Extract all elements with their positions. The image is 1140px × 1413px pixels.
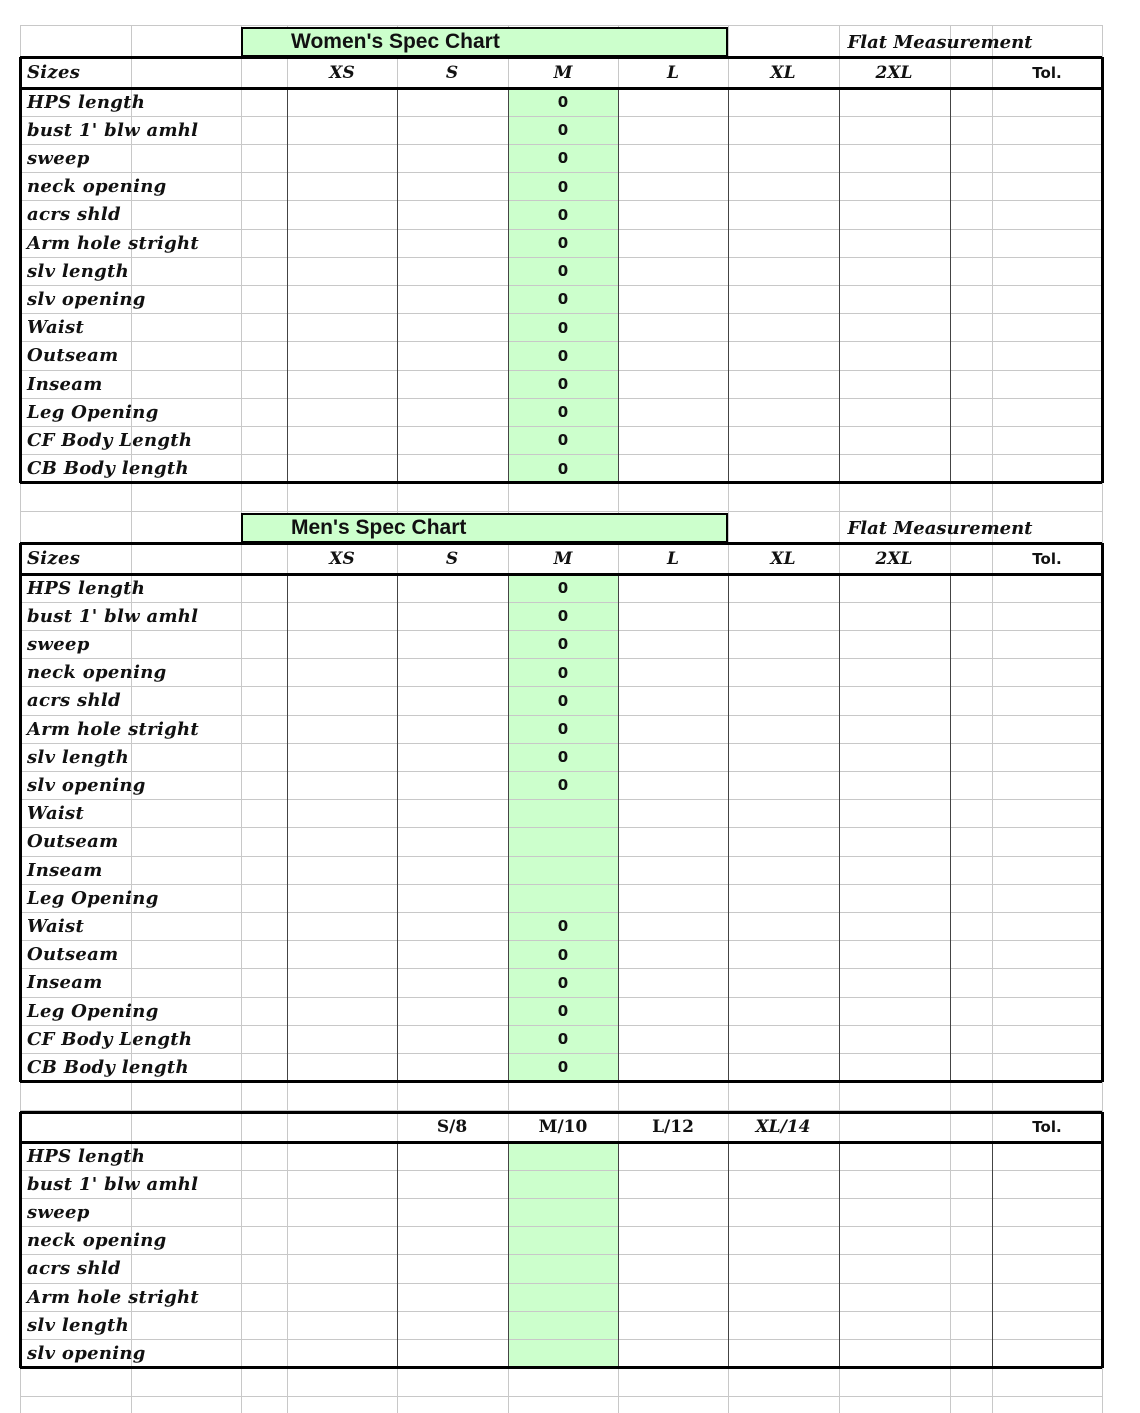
women-size-header: 2XL xyxy=(875,62,913,83)
gridline-horizontal xyxy=(20,1396,1102,1397)
men-size-header: M xyxy=(553,548,573,569)
men-m-value[interactable]: 0 xyxy=(557,607,569,626)
men-m-value[interactable]: 0 xyxy=(557,917,569,936)
women-m-value[interactable]: 0 xyxy=(557,346,569,365)
men-m-value[interactable] xyxy=(508,856,618,884)
kids-row-label: sweep xyxy=(27,1201,90,1223)
men-m-value[interactable]: 0 xyxy=(557,1058,569,1077)
kids-tol-header: Tol. xyxy=(1032,1118,1062,1136)
women-m-value[interactable]: 0 xyxy=(557,121,569,140)
women-row-label: HPS length xyxy=(27,91,146,113)
gridline-vertical xyxy=(992,88,993,483)
men-sizes-label: Sizes xyxy=(27,548,81,569)
women-size-header: S xyxy=(445,62,459,83)
men-row-label: Waist xyxy=(27,915,85,937)
women-size-header: XS xyxy=(329,62,355,83)
women-m-value[interactable]: 0 xyxy=(557,177,569,196)
men-m-value[interactable] xyxy=(508,800,618,828)
men-chart-title: Men's Spec Chart xyxy=(291,516,467,539)
women-row-label: slv length xyxy=(27,260,130,282)
kids-row-label: bust 1' blw amhl xyxy=(27,1173,199,1195)
gridline-vertical xyxy=(839,88,840,483)
kids-m-cell[interactable] xyxy=(508,1283,618,1311)
men-row-label: bust 1' blw amhl xyxy=(27,605,199,627)
kids-m-cell[interactable] xyxy=(508,1198,618,1226)
men-row-label: slv opening xyxy=(27,774,146,796)
women-row-label: Arm hole stright xyxy=(27,232,199,254)
men-row-label: slv length xyxy=(27,746,130,768)
men-size-header: XS xyxy=(329,548,355,569)
kids-row-label: slv length xyxy=(27,1314,130,1336)
men-size-header: XL xyxy=(770,548,796,569)
kids-row-label: slv opening xyxy=(27,1342,146,1364)
men-m-value[interactable] xyxy=(508,884,618,912)
women-row-label: CB Body length xyxy=(27,458,189,480)
men-row-label: acrs shld xyxy=(27,690,121,712)
kids-m-cell[interactable] xyxy=(508,1311,618,1339)
kids-row-label: HPS length xyxy=(27,1145,146,1167)
gridline-vertical xyxy=(241,25,242,1413)
women-row-label: neck opening xyxy=(27,176,167,198)
kids-m-cell[interactable] xyxy=(508,1339,618,1367)
men-row-label: Waist xyxy=(27,803,85,825)
men-size-header: 2XL xyxy=(875,548,913,569)
kids-row-label: Arm hole stright xyxy=(27,1286,199,1308)
men-size-header: S xyxy=(445,548,459,569)
men-row-label: Inseam xyxy=(27,859,103,881)
women-m-value[interactable]: 0 xyxy=(557,318,569,337)
men-row-label: CF Body Length xyxy=(27,1028,193,1050)
gridline-vertical xyxy=(839,1142,840,1368)
kids-m-cell[interactable] xyxy=(508,1170,618,1198)
men-size-header: L xyxy=(667,548,679,569)
gridline-vertical xyxy=(397,574,398,1082)
women-row-label: acrs shld xyxy=(27,204,121,226)
gridline-vertical xyxy=(397,1142,398,1368)
women-m-value[interactable]: 0 xyxy=(557,93,569,112)
men-row-label: HPS length xyxy=(27,577,146,599)
gridline-vertical xyxy=(728,88,729,483)
women-m-value[interactable]: 0 xyxy=(557,290,569,309)
women-size-header: XL xyxy=(770,62,796,83)
men-row-label: Arm hole stright xyxy=(27,718,199,740)
gridline-vertical xyxy=(950,88,951,483)
men-m-value[interactable]: 0 xyxy=(557,691,569,710)
women-row-label: bust 1' blw amhl xyxy=(27,119,199,141)
women-m-value[interactable]: 0 xyxy=(557,375,569,394)
gridline-vertical xyxy=(992,574,993,1082)
women-m-value[interactable]: 0 xyxy=(557,262,569,281)
kids-size-header: L/12 xyxy=(652,1117,694,1137)
men-m-value[interactable]: 0 xyxy=(557,663,569,682)
men-row-label: CB Body length xyxy=(27,1056,189,1078)
women-row-label: CF Body Length xyxy=(27,429,193,451)
women-row-label: Inseam xyxy=(27,373,103,395)
gridline-vertical xyxy=(839,574,840,1082)
women-size-header: L xyxy=(667,62,679,83)
gridline-vertical xyxy=(287,1112,288,1368)
women-size-header: M xyxy=(553,62,573,83)
men-row-label: Inseam xyxy=(27,972,103,994)
kids-size-header: XL/14 xyxy=(755,1117,811,1137)
women-m-value[interactable]: 0 xyxy=(557,431,569,450)
men-m-value[interactable]: 0 xyxy=(557,748,569,767)
gridline-vertical xyxy=(950,574,951,1082)
men-m-value[interactable]: 0 xyxy=(557,635,569,654)
gridline-vertical xyxy=(728,574,729,1082)
men-tol-header: Tol. xyxy=(1032,549,1062,568)
women-flat-measurement-label: Flat Measurement xyxy=(847,31,1033,53)
gridline-vertical xyxy=(397,88,398,483)
men-m-value[interactable] xyxy=(508,828,618,856)
men-m-value[interactable]: 0 xyxy=(557,945,569,964)
kids-size-header: S/8 xyxy=(436,1117,468,1137)
women-row-label: slv opening xyxy=(27,288,146,310)
kids-m-cell[interactable] xyxy=(508,1142,618,1170)
kids-size-header: M/10 xyxy=(538,1117,588,1137)
men-row-label: Leg Opening xyxy=(27,887,159,909)
men-m-value[interactable]: 0 xyxy=(557,973,569,992)
women-tol-header: Tol. xyxy=(1032,63,1062,82)
women-m-value[interactable]: 0 xyxy=(557,459,569,478)
gridline-vertical xyxy=(1101,543,1104,1082)
women-chart-title: Women's Spec Chart xyxy=(291,30,500,53)
women-row-label: Waist xyxy=(27,317,85,339)
kids-m-cell[interactable] xyxy=(508,1255,618,1283)
gridline-vertical xyxy=(992,1142,993,1368)
kids-m-cell[interactable] xyxy=(508,1227,618,1255)
women-m-value[interactable]: 0 xyxy=(557,403,569,422)
gridline-vertical xyxy=(1101,1112,1104,1368)
men-m-value[interactable]: 0 xyxy=(557,579,569,598)
men-m-value[interactable]: 0 xyxy=(557,776,569,795)
men-row-label: Leg Opening xyxy=(27,1000,159,1022)
gridline-vertical xyxy=(1101,57,1104,483)
women-m-value[interactable]: 0 xyxy=(557,234,569,253)
gridline-horizontal xyxy=(20,511,1102,512)
women-row-label: Leg Opening xyxy=(27,401,159,423)
kids-row-label: neck opening xyxy=(27,1230,167,1252)
women-row-label: Outseam xyxy=(27,345,119,367)
women-row-label: sweep xyxy=(27,147,90,169)
gridline-vertical xyxy=(950,1142,951,1368)
men-row-label: neck opening xyxy=(27,662,167,684)
men-m-value[interactable]: 0 xyxy=(557,720,569,739)
gridline-vertical xyxy=(728,1142,729,1368)
women-m-value[interactable]: 0 xyxy=(557,205,569,224)
women-sizes-label: Sizes xyxy=(27,62,81,83)
men-row-label: Outseam xyxy=(27,831,119,853)
men-flat-measurement-label: Flat Measurement xyxy=(847,517,1033,539)
gridline-horizontal xyxy=(20,25,1102,26)
gridline-vertical xyxy=(287,88,288,483)
kids-row-label: acrs shld xyxy=(27,1258,121,1280)
men-m-value[interactable]: 0 xyxy=(557,1030,569,1049)
gridline-vertical xyxy=(287,574,288,1082)
men-row-label: sweep xyxy=(27,633,90,655)
men-m-value[interactable]: 0 xyxy=(557,1002,569,1021)
women-m-value[interactable]: 0 xyxy=(557,149,569,168)
men-row-label: Outseam xyxy=(27,944,119,966)
